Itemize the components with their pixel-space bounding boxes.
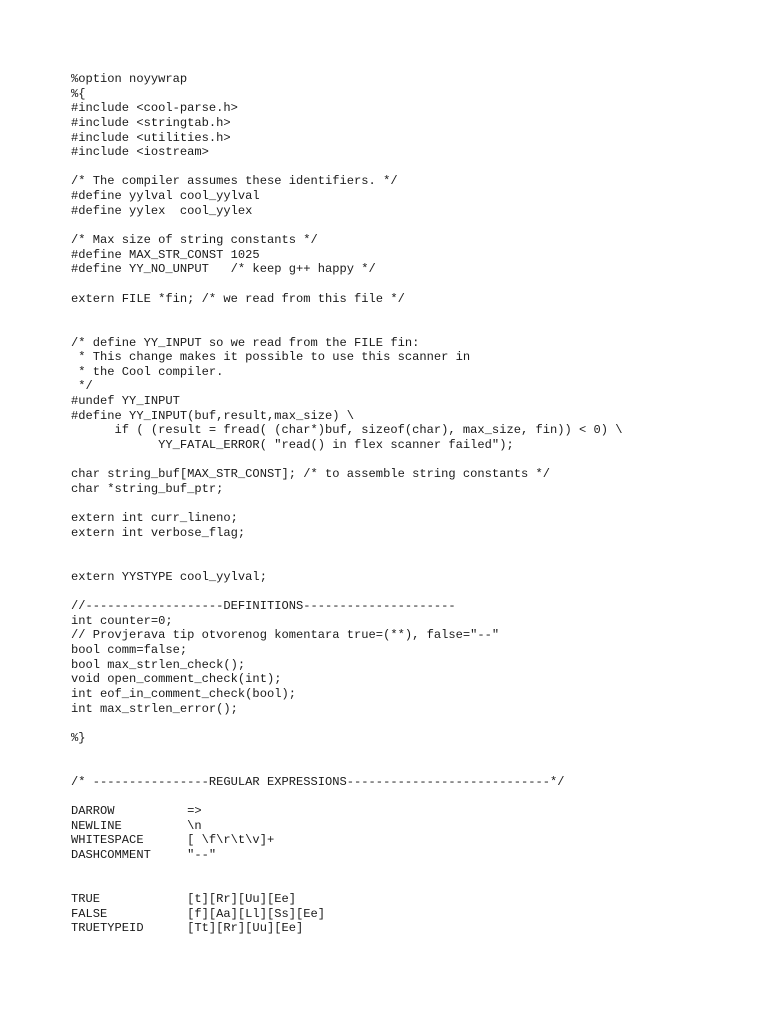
code-line [71,218,623,233]
code-line: bool max_strlen_check(); [71,657,246,672]
code-line: /* Max size of string constants */ [71,233,318,248]
code-line [71,277,623,292]
code-line: /* The compiler assumes these identifiers. */ [71,174,398,189]
code-line: */ [71,379,93,394]
code-line [71,863,623,878]
code-line: extern int verbose_flag; [71,525,246,540]
code-line: extern int curr_lineno; [71,511,238,526]
code-line [71,789,623,804]
code-line [71,321,623,336]
code-line: bool comm=false; [71,642,188,657]
code-line: * This change makes it possible to use this scanner in [71,350,471,365]
code-line: DASHCOMMENT "--" [71,847,217,862]
code-line: %} [71,730,86,745]
code-line: extern YYSTYPE cool_yylval; [71,569,267,584]
code-line: int counter=0; [71,613,173,628]
code-listing [71,72,623,936]
code-line [71,745,623,760]
code-line [71,306,623,321]
code-line [71,497,623,512]
code-line [71,160,623,175]
code-line: DARROW => [71,804,202,819]
code-line: //-------------------DEFINITIONS--------------------- [71,599,456,614]
code-line: #include <iostream> [71,145,209,160]
code-line: #undef YY_INPUT [71,394,180,409]
code-line: void open_comment_check(int); [71,672,282,687]
code-line: int eof_in_comment_check(bool); [71,686,296,701]
code-line: /* define YY_INPUT so we read from the FILE fin: [71,335,420,350]
code-line: #include <stringtab.h> [71,115,231,130]
code-line: #define YY_NO_UNPUT /* keep g++ happy */ [71,262,376,277]
code-line: WHITESPACE [ \f\r\t\v]+ [71,833,275,848]
code-line: #include <utilities.h> [71,130,231,145]
code-line: /* ----------------REGULAR EXPRESSIONS----------------------------*/ [71,774,565,789]
code-line [71,584,623,599]
code-line: #define yylex cool_yylex [71,203,253,218]
code-line: int max_strlen_error(); [71,701,238,716]
code-line: extern FILE *fin; /* we read from this file */ [71,291,405,306]
code-line: char *string_buf_ptr; [71,481,224,496]
code-line: // Provjerava tip otvorenog komentara true=(**), false="--" [71,628,500,643]
code-line [71,453,623,468]
code-line: #define yylval cool_yylval [71,189,260,204]
code-line: #define MAX_STR_CONST 1025 [71,247,260,262]
code-line: #include <cool-parse.h> [71,101,238,116]
code-line: YY_FATAL_ERROR( "read() in flex scanner failed"); [71,438,514,453]
code-line: %option noyywrap [71,72,188,86]
code-line: if ( (result = fread( (char*)buf, sizeof(char), max_size, fin)) < 0) \ [71,423,623,438]
code-line [71,877,623,892]
code-line: TRUE [t][Rr][Uu][Ee] [71,891,296,906]
code-line [71,716,623,731]
code-line [71,541,623,556]
code-line [71,555,623,570]
code-line [71,760,623,775]
code-line: %{ [71,86,86,101]
code-line: #define YY_INPUT(buf,result,max_size) \ [71,408,355,423]
code-line: NEWLINE \n [71,818,202,833]
code-line: char string_buf[MAX_STR_CONST]; /* to assemble string constants */ [71,467,550,482]
code-line: FALSE [f][Aa][Ll][Ss][Ee] [71,906,326,921]
code-line: TRUETYPEID [Tt][Rr][Uu][Ee] [71,921,304,936]
code-line: * the Cool compiler. [71,364,224,379]
